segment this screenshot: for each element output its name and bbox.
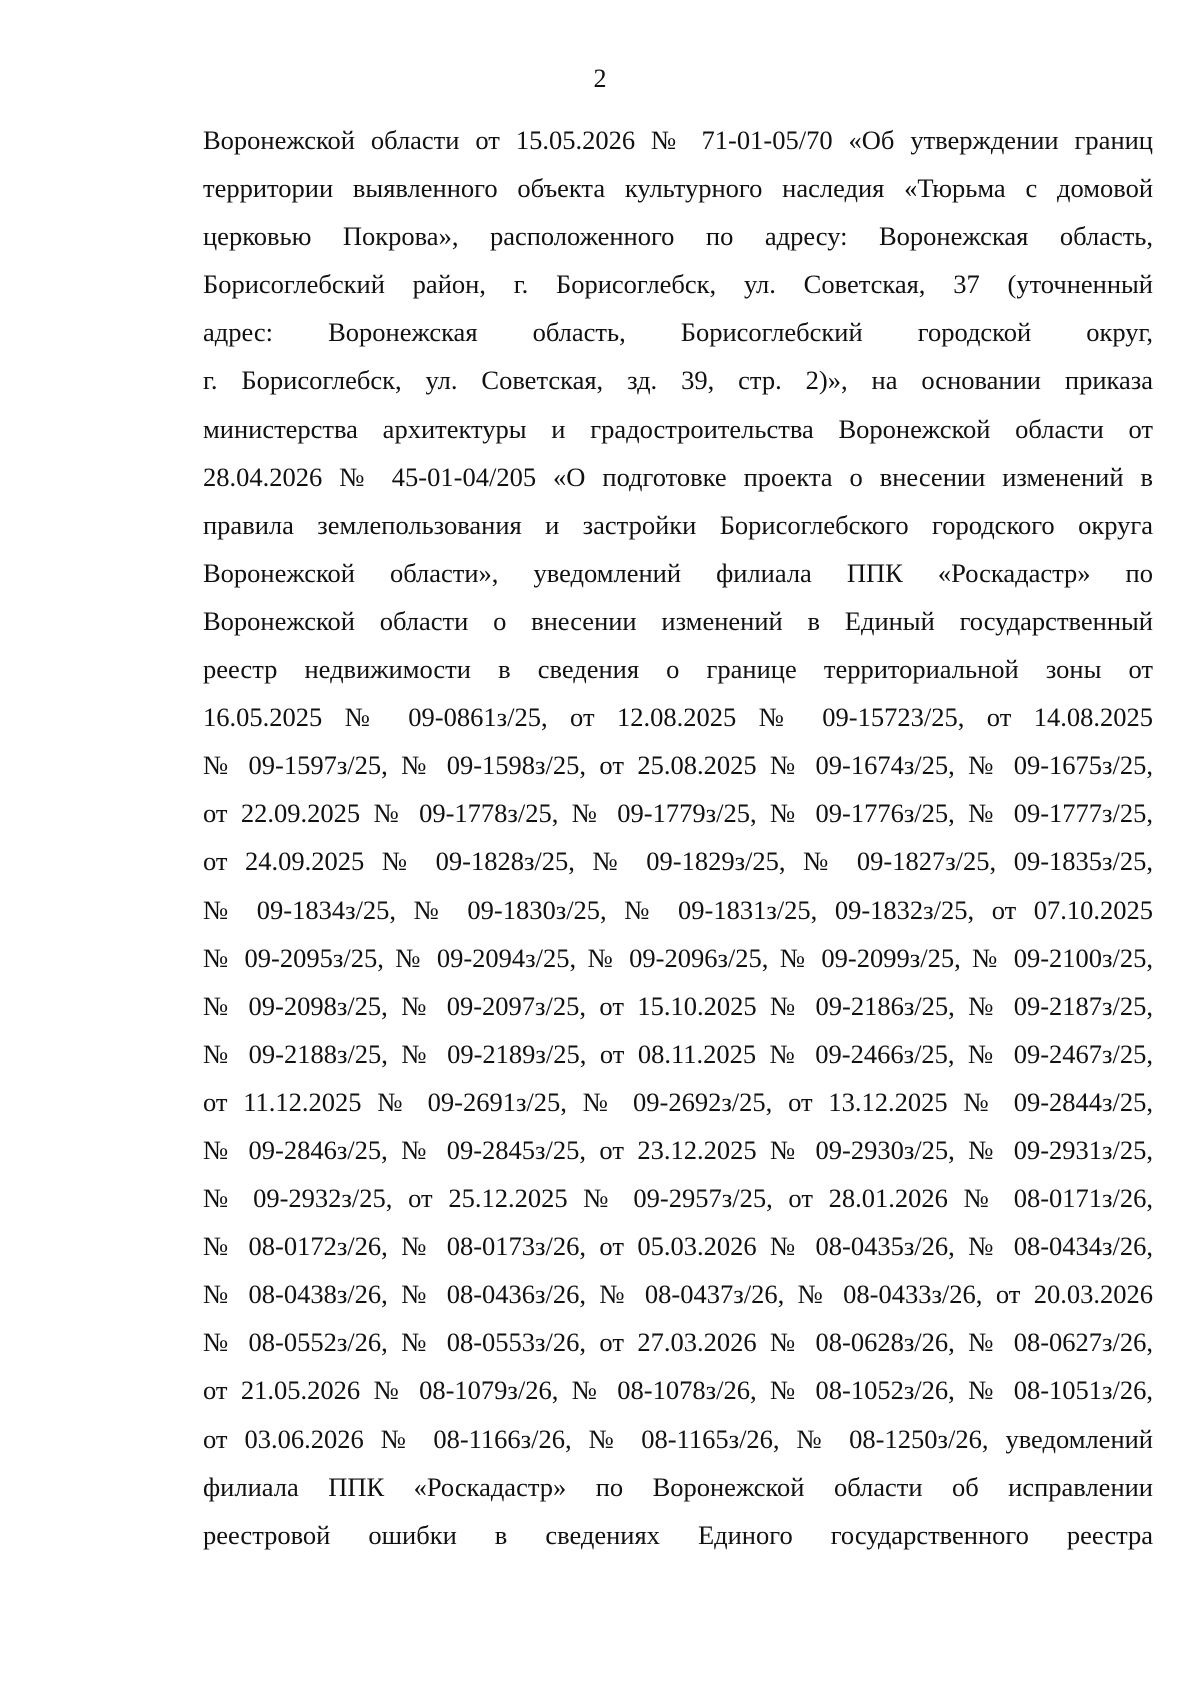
text-line: № 09-1834з/25, № 09-1830з/25, № 09-1831з/25, 09-1832з/25, от 07.10.2025 (203, 894, 1153, 925)
text-line: г. Борисоглебск, ул. Советская, зд. 39, стр. 2)», на основании приказа (203, 365, 1153, 396)
text-line: министерства архитектуры и градостроительства Воронежской области от (203, 413, 1153, 444)
text-line: № 09-2095з/25, № 09-2094з/25, № 09-2096з/25, № 09-2099з/25, № 09-2100з/25, (203, 942, 1153, 973)
text-line: от 11.12.2025 № 09-2691з/25, № 09-2692з/25, от 13.12.2025 № 09-2844з/25, (203, 1086, 1153, 1117)
text-line: № 08-0552з/26, № 08-0553з/26, от 27.03.2026 № 08-0628з/26, № 08-0627з/26, (203, 1327, 1153, 1358)
text-line: от 21.05.2026 № 08-1079з/26, № 08-1078з/26, № 08-1052з/26, № 08-1051з/26, (203, 1375, 1153, 1406)
text-line: Воронежской области от 15.05.2026 № 71-01-05/70 «Об утверждении границ (203, 125, 1153, 155)
text-line: № 09-2098з/25, № 09-2097з/25, от 15.10.2025 № 09-2186з/25, № 09-2187з/25, (203, 990, 1153, 1021)
text-line: Борисоглебский район, г. Борисоглебск, ул. Советская, 37 (уточненный (203, 269, 1153, 300)
document-body (203, 116, 1153, 1559)
text-line: церковью Покрова», расположенного по адресу: Воронежская область, (203, 221, 1153, 252)
text-line: № 09-2932з/25, от 25.12.2025 № 09-2957з/25, от 28.01.2026 № 08-0171з/26, (203, 1183, 1153, 1214)
text-line: территории выявленного объекта культурного наследия «Тюрьма с домовой (203, 173, 1153, 204)
text-line: от 03.06.2026 № 08-1166з/26, № 08-1165з/26, № 08-1250з/26, уведомлений (203, 1423, 1153, 1454)
text-line: № 09-2188з/25, № 09-2189з/25, от 08.11.2025 № 09-2466з/25, № 09-2467з/25, (203, 1038, 1153, 1069)
text-line: реестровой ошибки в сведениях Единого государственного реестра (203, 1519, 1153, 1550)
text-line: адрес: Воронежская область, Борисоглебский городской округ, (203, 317, 1153, 348)
text-line: правила землепользования и застройки Борисоглебского городского округа (203, 509, 1153, 540)
text-line: № 08-0172з/26, № 08-0173з/26, от 05.03.2026 № 08-0435з/26, № 08-0434з/26, (203, 1231, 1153, 1262)
text-line: от 24.09.2025 № 09-1828з/25, № 09-1829з/25, № 09-1827з/25, 09-1835з/25, (203, 846, 1153, 877)
text-line: 28.04.2026 № 45-01-04/205 «О подготовке проекта о внесении изменений в (203, 461, 1153, 492)
text-line: реестр недвижимости в сведения о границе территориальной зоны от (203, 654, 1153, 685)
text-line: филиала ППК «Роскадастр» по Воронежской области об исправлении (203, 1471, 1153, 1502)
text-line: № 09-1597з/25, № 09-1598з/25, от 25.08.2025 № 09-1674з/25, № 09-1675з/25, (203, 750, 1153, 781)
text-line: № 08-0438з/26, № 08-0436з/26, № 08-0437з/26, № 08-0433з/26, от 20.03.2026 (203, 1279, 1153, 1310)
text-line: 16.05.2025 № 09-0861з/25, от 12.08.2025 № 09-15723/25, от 14.08.2025 (203, 702, 1153, 733)
text-line: Воронежской области», уведомлений филиала ППК «Роскадастр» по (203, 557, 1153, 588)
text-line: Воронежской области о внесении изменений в Единый государственный (203, 605, 1153, 636)
page-number: 2 (593, 64, 607, 93)
text-line: № 09-2846з/25, № 09-2845з/25, от 23.12.2025 № 09-2930з/25, № 09-2931з/25, (203, 1134, 1153, 1165)
text-line: от 22.09.2025 № 09-1778з/25, № 09-1779з/25, № 09-1776з/25, № 09-1777з/25, (203, 798, 1153, 829)
